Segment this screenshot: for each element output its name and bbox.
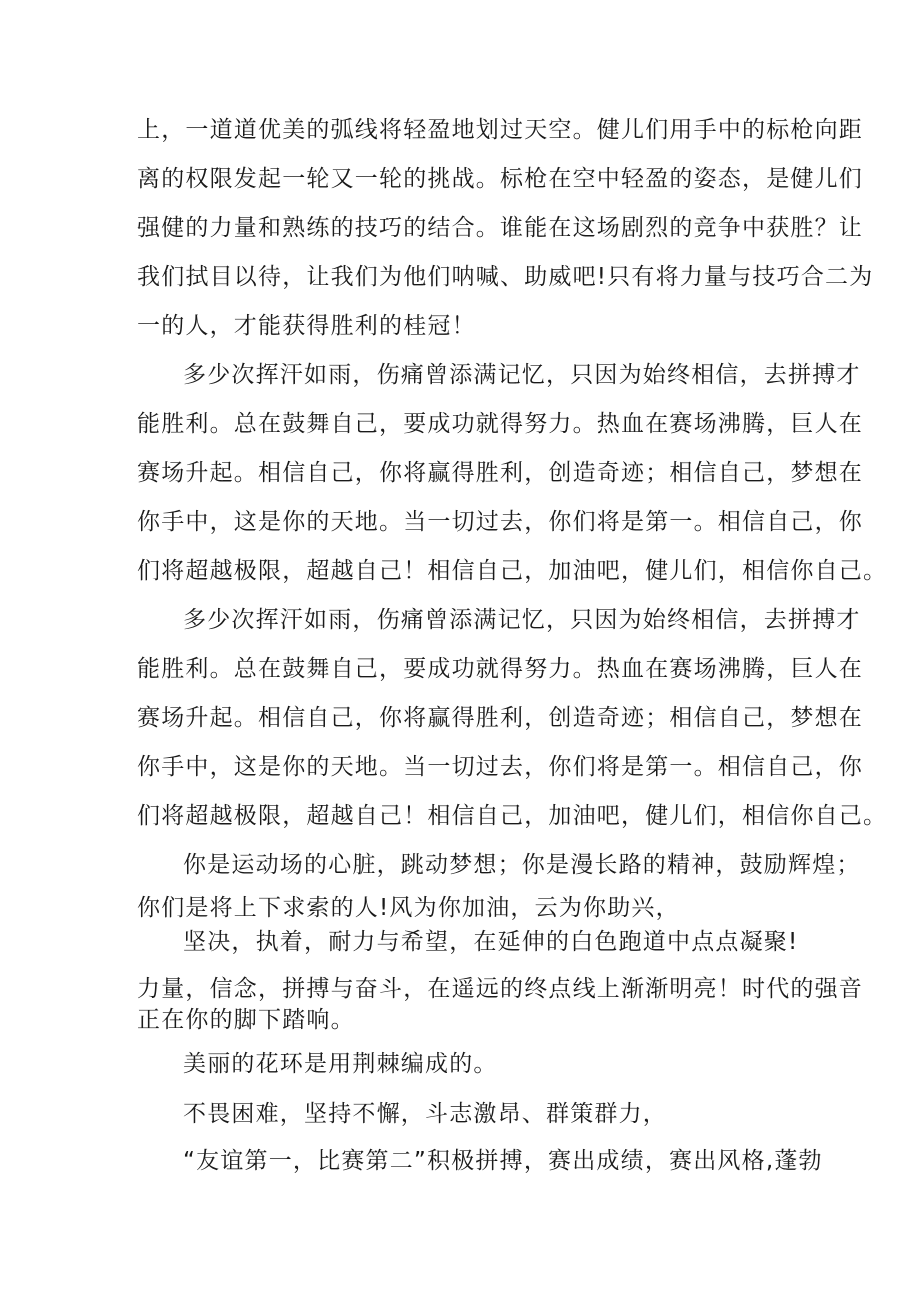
text-line: 上，一道道优美的弧线将轻盈地划过天空。健儿们用手中的标枪向距 [137, 117, 863, 143]
text-line: 多少次挥汗如雨，伤痛曾添满记忆，只因为始终相信，去拼搏才 [183, 607, 861, 633]
text-line: 能胜利。总在鼓舞自己，要成功就得努力。热血在赛场沸腾，巨人在 [137, 411, 863, 437]
text-line: 美丽的花环是用荆棘编成的。 [183, 1051, 498, 1077]
text-line: 赛场升起。相信自己，你将赢得胜利，创造奇迹；相信自己，梦想在 [137, 460, 863, 486]
text-line: 力量，信念，拼搏与奋斗，在遥远的终点线上渐渐明亮！时代的强音 [137, 976, 863, 1002]
text-line: 多少次挥汗如雨，伤痛曾添满记忆，只因为始终相信，去拼搏才 [183, 362, 861, 388]
text-line: 们将超越极限，超越自己！相信自己，加油吧，健儿们，相信你自己。 [137, 558, 888, 584]
text-line: 离的权限发起一轮又一轮的挑战。标枪在空中轻盈的姿态，是健儿们 [137, 166, 863, 192]
text-line: 你是运动场的心脏，跳动梦想；你是漫长路的精神，鼓励辉煌； [183, 852, 861, 878]
text-line: 你们是将上下求索的人!风为你加油，云为你助兴， [137, 895, 680, 921]
text-line: 强健的力量和熟练的技巧的结合。谁能在这场剧烈的竞争中获胜？让 [137, 215, 863, 241]
text-line: 赛场升起。相信自己，你将赢得胜利，创造奇迹；相信自己，梦想在 [137, 705, 863, 731]
text-line: 正在你的脚下踏响。 [137, 1007, 355, 1033]
text-line: 你手中，这是你的天地。当一切过去，你们将是第一。相信自己，你 [137, 754, 863, 780]
text-line: “友谊第一，比赛第二”积极拼搏，赛出成绩，赛出风格,蓬勃 [183, 1148, 823, 1174]
text-line: 们将超越极限，超越自己！相信自己，加油吧，健儿们，相信你自己。 [137, 803, 888, 829]
text-line: 我们拭目以待，让我们为他们呐喊、助威吧!只有将力量与技巧合二为 [137, 264, 874, 290]
text-line: 一的人，才能获得胜利的桂冠！ [137, 313, 476, 339]
text-line: 坚决，执着，耐力与希望，在延伸的白色跑道中点点凝聚! [183, 929, 799, 955]
text-line: 能胜利。总在鼓舞自己，要成功就得努力。热血在赛场沸腾，巨人在 [137, 656, 863, 682]
text-line: 不畏困难，坚持不懈，斗志激昂、群策群力， [183, 1101, 667, 1127]
text-line: 你手中，这是你的天地。当一切过去，你们将是第一。相信自己，你 [137, 509, 863, 535]
